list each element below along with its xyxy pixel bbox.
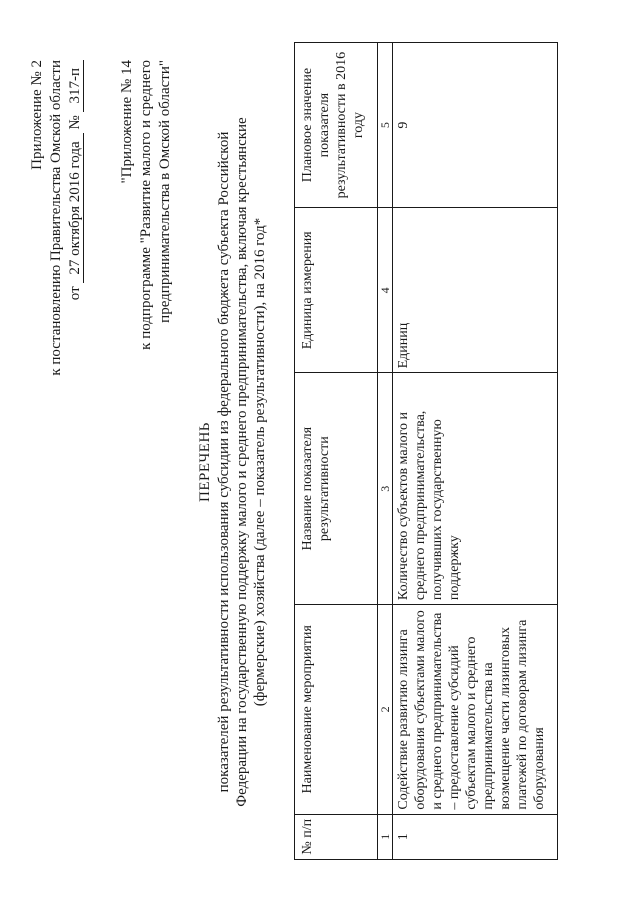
table-row (393, 43, 558, 860)
unit-cell: Единиц (393, 208, 558, 373)
table-column-number-row (378, 43, 393, 860)
document-title-block (196, 112, 269, 812)
header-cell-unit: Единица измерения (295, 208, 378, 373)
header-cell-activity: Наименование мероприятия (295, 605, 378, 815)
column-number-cell: 4 (378, 208, 393, 373)
planned-value-cell: 9 (393, 43, 558, 208)
appendix-14-title: "Приложение № 14 (119, 60, 135, 184)
rotated-document-page (20, 22, 620, 882)
appendix-2-header (28, 60, 85, 376)
header-cell-planned-value: Плановое значение показателя результативности в 2016 году (295, 43, 378, 208)
resolution-number: 317-п (67, 60, 84, 112)
row-number-cell: 1 (393, 814, 558, 859)
document-heading: ПЕРЕЧЕНЬ (197, 422, 213, 502)
appendix-14-subprogram-line: к подпрограмме "Развитие малого и среднего предпринимательства в Омской области" (138, 60, 173, 350)
table-header-row (295, 43, 378, 860)
column-number-cell: 5 (378, 43, 393, 208)
column-number-cell: 1 (378, 814, 393, 859)
indicator-name-cell: Количество субъектов малого и среднего предпринимательства, получивших государственную поддержку (393, 373, 558, 605)
resolution-date: 27 октября 2016 года (67, 133, 84, 282)
appendix-2-title: Приложение № 2 (29, 60, 45, 170)
column-number-cell: 2 (378, 605, 393, 815)
date-prefix: от (67, 286, 83, 301)
header-cell-number: № п/п (295, 814, 378, 859)
appendix-2-resolution-line: к постановлению Правительства Омской области (48, 60, 64, 376)
header-cell-indicator: Название показателя результативности (295, 373, 378, 605)
appendix-14-header (118, 60, 175, 440)
number-prefix: № (67, 115, 83, 130)
column-number-cell: 3 (378, 373, 393, 605)
activity-name-cell: Содействие развитию лизинга оборудования субъектами малого и среднего предпринимательства – предоставление субсидий субъектам малого и среднего предпринимательства на возмещение части лизинговых платежей по договорам лизинга оборудования (393, 605, 558, 815)
indicators-table (294, 42, 558, 860)
appendix-2-date-line (66, 60, 85, 376)
document-title-body: показателей результативности использования субсидии из федерального бюджета субъекта Российской Федерации на государственную поддержку малого и среднего предпринимательства, включая крестьянские (фермерские) хозяйства (далее – показатель результативности), на 2016 год* (216, 117, 268, 807)
